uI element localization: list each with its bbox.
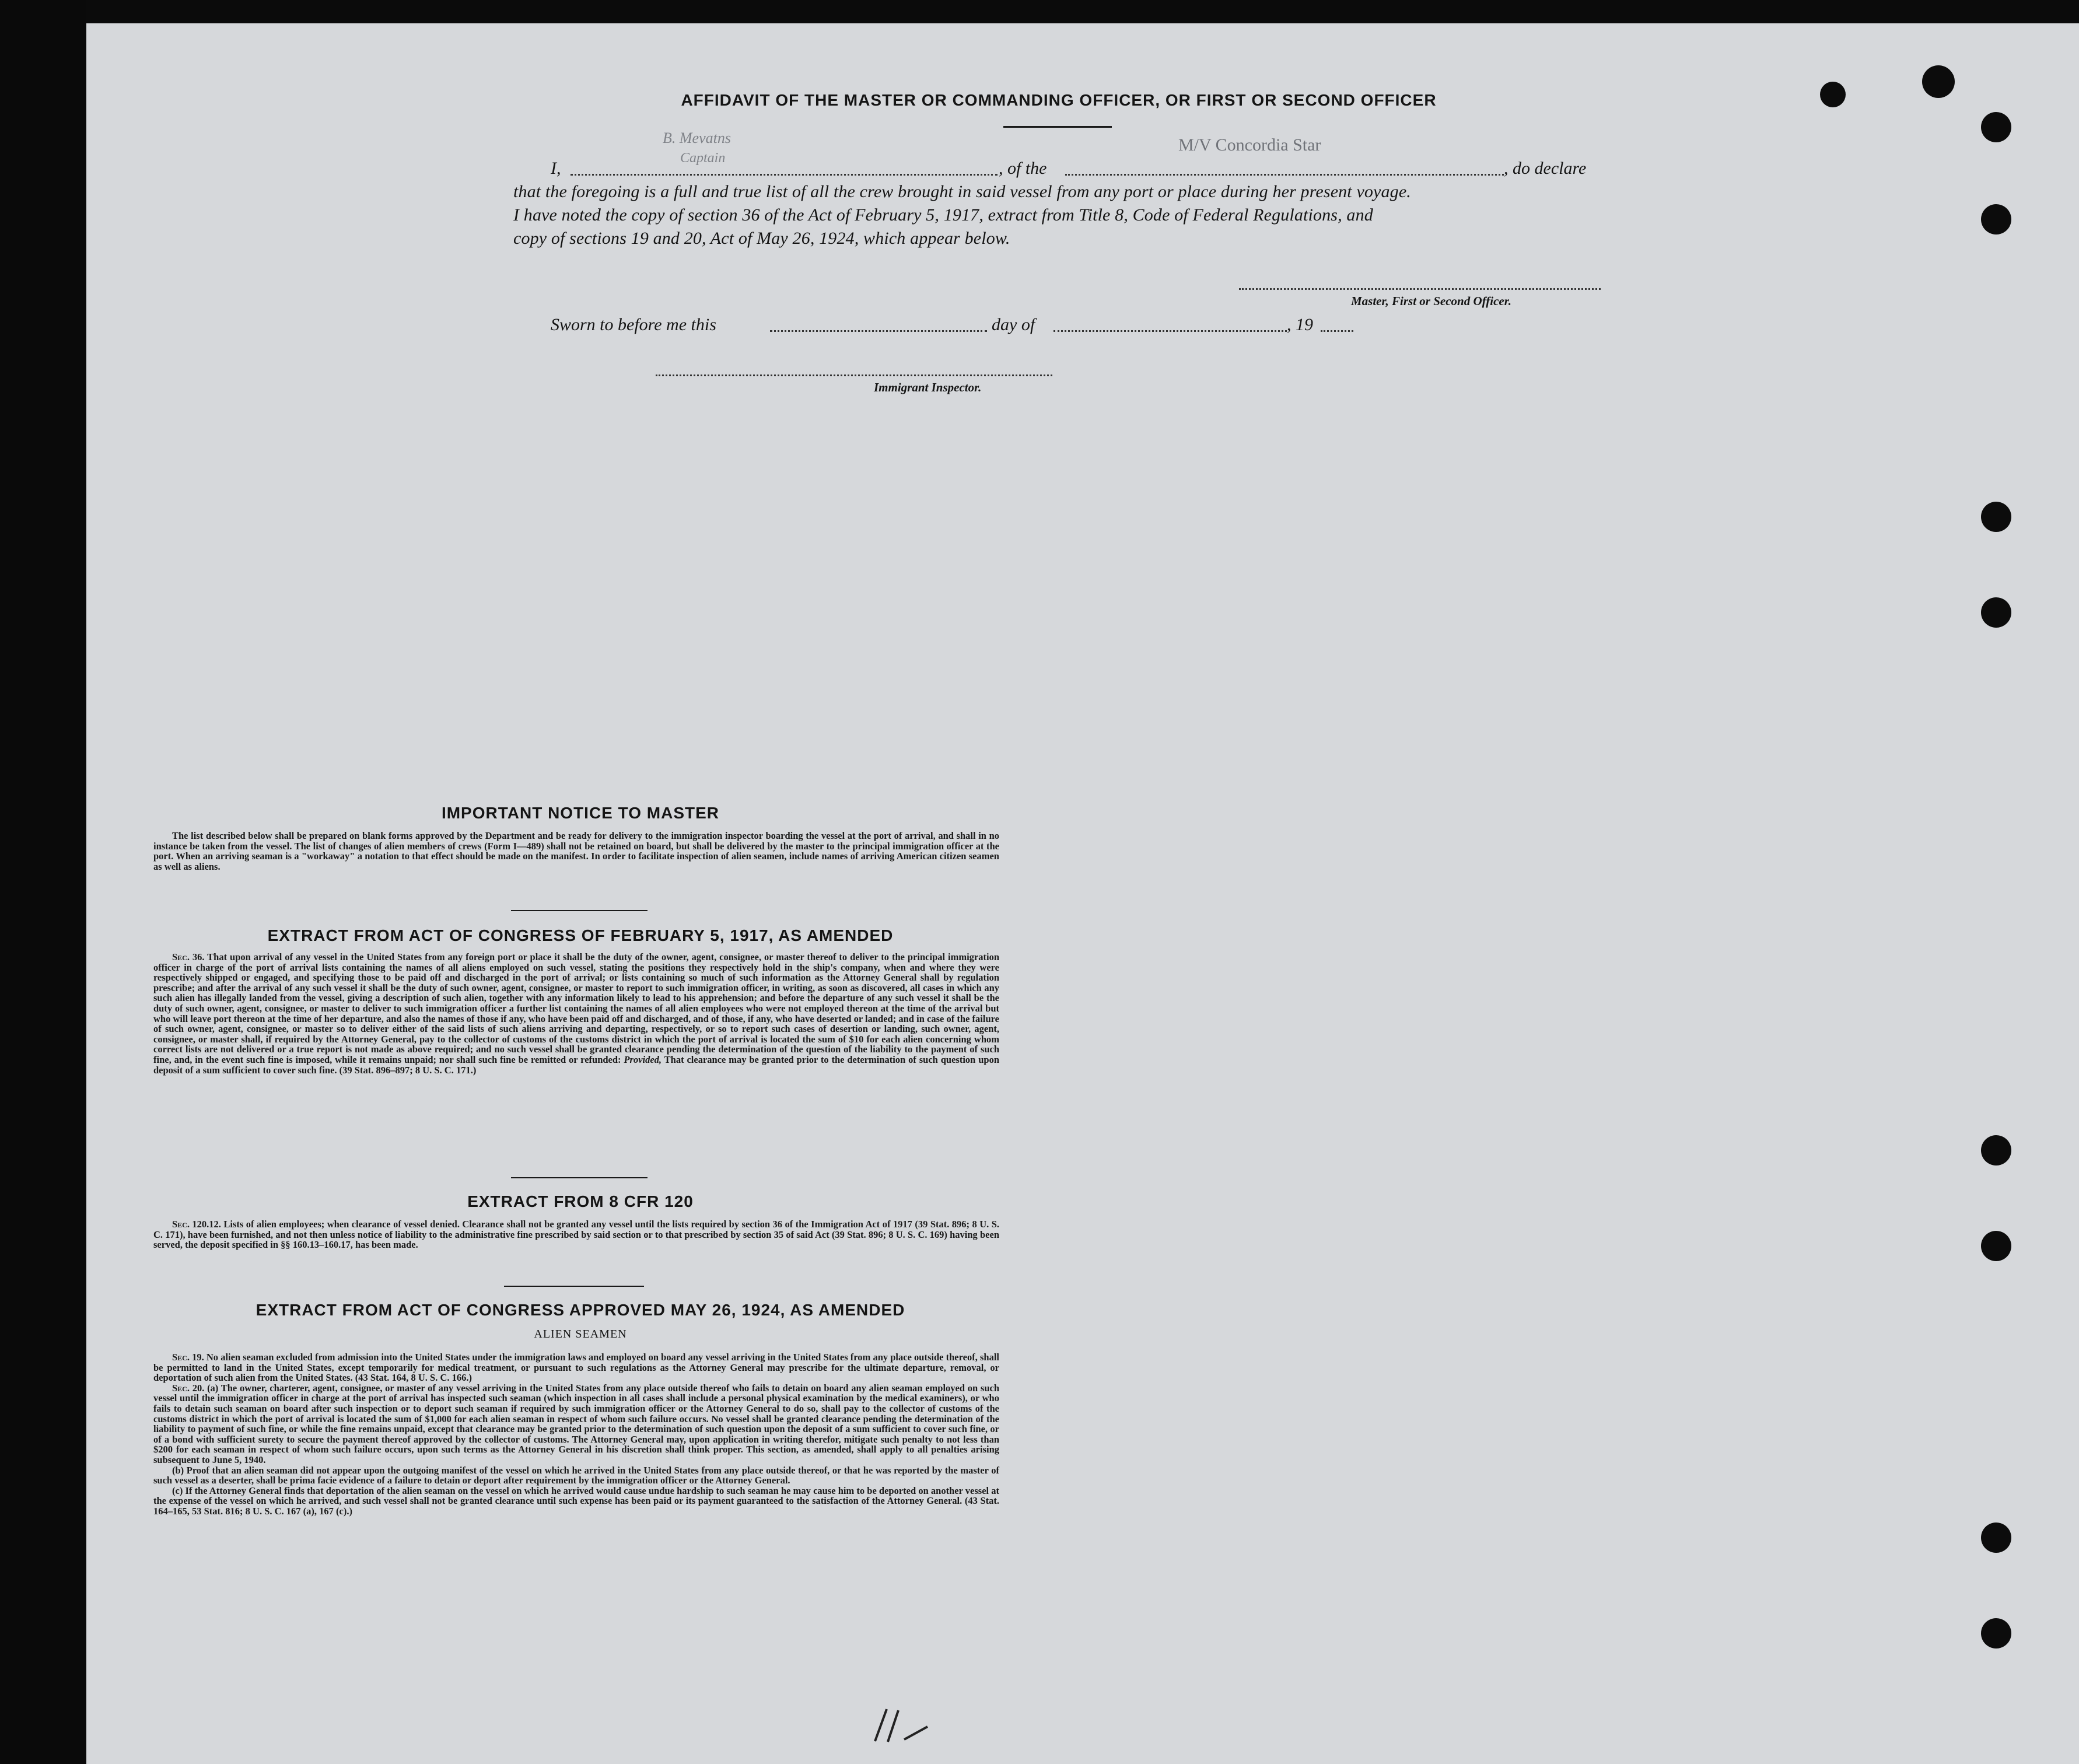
sec-20-label: Sec. 20. bbox=[172, 1382, 205, 1394]
affidavit-line-2: that the foregoing is a full and true list of all the crew brought in said vessel from any port or place during her present voyage. bbox=[513, 182, 1411, 201]
punch-hole bbox=[1981, 204, 2011, 235]
extract-cfr-heading: EXTRACT FROM 8 CFR 120 bbox=[467, 1192, 694, 1210]
notice-paragraph: The list described below shall be prepared on blank forms approved by the Department and be ready for delivery to the immigration inspector boarding the vessel at the port of arrival, and shall in no instance be taken from the vessel. The list of changes of alien members of crews (Form I—489) shall not be retained on board, but shall be delivered by the master to the principal immigration officer at the port. When an arriving seaman is a "workaway" a notation to that effect should be made on the manifest. In order to facilitate inspection of alien seamen, include names of arriving American citizen seamen as well as aliens. bbox=[153, 830, 999, 872]
punch-hole bbox=[1820, 82, 1846, 107]
punch-hole bbox=[1922, 65, 1955, 98]
day-of-label: day of bbox=[992, 315, 1035, 334]
year-label: , 19 bbox=[1287, 315, 1313, 334]
affidavit-title: AFFIDAVIT OF THE MASTER OR COMMANDING OFFICER, OR FIRST OR SECOND OFFICER bbox=[681, 91, 1437, 109]
section-rule bbox=[511, 1177, 648, 1178]
section-rule bbox=[504, 1286, 644, 1287]
sec-20a-text: (a) The owner, charterer, agent, consignee, or master of any vessel arriving in the United States from any place outside thereof who fails to detain on board any alien seaman employed on such vessel until the immigration officer in charge at the port of arrival has inspected such seaman (which inspection in all cases shall include a personal physical examination by the medical examiners), or who fails to detain such seaman on board after such inspection or to deport such seaman if required by such immigration officer or the Attorney General to do so, shall pay to the collector of customs of the customs district in which the port of arrival is located the sum of $1,000 for each alien seaman in respect of whom such failure occurs. No vessel shall be granted clearance pending the determination of the liability to payment of such fine, or while the fine remains unpaid, except that clearance may be granted prior to the determination of such question upon the deposit of a sum sufficient to cover such fine, or of a bond with sufficient surety to secure the payment thereof approved by the collector of customs. The Attorney General may, upon application in writing therefor, mitigate such penalty to not less than $200 for each seaman in respect of whom such failure occurs, upon such terms as the Attorney General in his discretion shall think proper. This section, as amended, shall apply to all penalties arising subsequent to June 5, 1940. bbox=[153, 1382, 1000, 1465]
punch-hole bbox=[1981, 1231, 2011, 1261]
sec-20c-text: (c) If the Attorney General finds that deportation of the alien seaman on the vessel on which he arrived would cause undue hardship to such seaman he may cause him to be deported on another vessel at the expense of the vessel on which he arrived, and such vessel shall not be granted clearance until such expense has been paid or its payment guaranteed to the satisfaction of the Attorney General. (43 Stat. 164–165, 53 Stat. 816; 8 U. S. C. 167 (a), 167 (c).) bbox=[153, 1485, 999, 1517]
sec-120-12-text: Lists of alien employees; when clearance of vessel denied. Clearance shall not be granted any vessel until the lists required by section 36 of the Immigration Act of 1917 (39 Stat. 896; 8 U. S. C. 171), have been furnished, and not then unless notice of liability to the administrative fine prescribed by said section or to that prescribed by section 35 of said Act (39 Stat. 896; 8 U. S. C. 169) having been served, the deposit specified in §§ 160.13–160.17, has been made. bbox=[153, 1219, 1000, 1251]
inspector-signature-line bbox=[656, 374, 1052, 376]
punch-hole bbox=[1981, 1522, 2011, 1553]
title-rule bbox=[1003, 126, 1112, 128]
scan-border bbox=[0, 0, 86, 1764]
extract-1924-body bbox=[153, 1352, 999, 1517]
sec-19-label: Sec. 19. bbox=[172, 1352, 204, 1363]
alien-seamen-subheading: ALIEN SEAMEN bbox=[534, 1328, 627, 1340]
extract-1917-body bbox=[153, 952, 999, 1075]
affidavit-of-the-label: , of the bbox=[999, 159, 1047, 178]
notice-heading: IMPORTANT NOTICE TO MASTER bbox=[441, 804, 720, 822]
affidavit-declare-label: , do declare bbox=[1504, 159, 1587, 178]
sec-36-label: Sec. 36. bbox=[172, 951, 205, 963]
section-rule bbox=[511, 910, 648, 911]
sworn-year-blank bbox=[1321, 330, 1353, 332]
punch-hole bbox=[1981, 1618, 2011, 1648]
handwritten-mark bbox=[863, 1703, 933, 1744]
affidavit-i-label: I, bbox=[551, 159, 561, 178]
affidavit-line-4: copy of sections 19 and 20, Act of May 26, 1924, which appear below. bbox=[513, 229, 1010, 248]
stamp-master-rank: Captain bbox=[680, 150, 726, 166]
punch-hole bbox=[1981, 502, 2011, 532]
sec-19-text: No alien seaman excluded from admission into the United States under the immigration laws and employed on board any vessel arriving in the United States from any place outside thereof, shall be permitted to land in the United States, except temporarily for medical treatment, or pursuant to such regulations as the Attorney General may prescribe for the ultimate departure, removal, or deportation of such alien from the United States. (43 Stat. 164, 8 U. S. C. 166.) bbox=[153, 1352, 999, 1384]
vessel-name-blank bbox=[1065, 174, 1504, 176]
extract-1924-heading: EXTRACT FROM ACT OF CONGRESS APPROVED MAY 26, 1924, AS AMENDED bbox=[256, 1301, 905, 1319]
sworn-label: Sworn to before me this bbox=[551, 315, 716, 334]
master-signature-caption: Master, First or Second Officer. bbox=[1351, 294, 1511, 308]
sec-120-12-label: Sec. 120.12. bbox=[172, 1219, 221, 1230]
provided-label: Provided, bbox=[624, 1054, 662, 1065]
punch-hole bbox=[1981, 112, 2011, 142]
notice-body bbox=[153, 831, 999, 872]
stamp-vessel-name: M/V Concordia Star bbox=[1178, 135, 1321, 155]
sworn-month-blank bbox=[1054, 330, 1287, 332]
punch-hole bbox=[1981, 597, 2011, 628]
extract-1917-heading: EXTRACT FROM ACT OF CONGRESS OF FEBRUARY 5, 1917, AS AMENDED bbox=[267, 926, 894, 944]
sworn-day-blank bbox=[770, 330, 987, 332]
punch-hole bbox=[1981, 1135, 2011, 1166]
extract-cfr-body bbox=[153, 1219, 999, 1250]
sec-36-text: That upon arrival of any vessel in the United States from any foreign port or place it shall be the duty of the owner, agent, consignee, or master thereof to deliver to the principal immigration officer in charge of the port of arrival lists containing the names of all aliens employed on such vessel, stating the positions they respectively hold in the ship's company, when and where they were respectively shipped or engaged, and specifying those to be paid off and discharged in the port of arrival; or lists containing so much of such information as the Attorney General shall by regulation prescribe; and after the arrival of any such vessel it shall be the duty of such owner, agent, consignee, or master to report to such immigration officer, in writing, as soon as discovered, all cases in which any such alien has illegally landed from the vessel, giving a description of such alien, together with any information likely to lead to his apprehension; and before the departure of any such vessel it shall be the duty of such owner, agent, consignee, or master to deliver to such immigration officer a further list containing the names of all alien employees who were not employed thereon at the time of the arrival but who will leave port thereon at the time of her departure, and also the names of those if any, who have been paid off and discharged, and of those, if any, who have deserted or landed; and in case of the failure of such owner, agent, consignee, or master so to deliver either of the said lists of such aliens arriving and departing, respectively, or so to report such cases of desertion or landing, such owner, agent, consignee, or master shall, if required by the Attorney General, pay to the collector of customs of the customs district in which the port of arrival is located the sum of $10 for each alien concerning whom correct lists are not delivered or a true report is not made as above required; and no such vessel shall be granted clearance pending the determination of the question of the liability to the payment of such fine, and, in the event such fine is imposed, while it remains unpaid; nor shall such fine be remitted or refunded: bbox=[153, 951, 999, 1065]
stamp-master-name: B. Mevatns bbox=[663, 130, 731, 146]
affidavit-line-3: I have noted the copy of section 36 of the Act of February 5, 1917, extract from Title 8, Code of Federal Regulations, and bbox=[513, 205, 1373, 225]
inspector-signature-caption: Immigrant Inspector. bbox=[874, 380, 982, 394]
master-name-blank bbox=[570, 174, 998, 176]
sec-36-text-end: That clearance may be granted prior to the determination of such question upon deposit of a sum sufficient to cover such fine. (39 Stat. 896–897; 8 U. S. C. 171.) bbox=[153, 1054, 1000, 1076]
master-signature-line bbox=[1239, 288, 1601, 290]
sec-20b-text: (b) Proof that an alien seaman did not appear upon the outgoing manifest of the vessel on which he arrived in the United States from any place outside thereof, or that he was reported by the master of such vessel as a deserter, shall be prima facie evidence of a failure to detain or deport after requirement by the immigration officer or the Attorney General. bbox=[153, 1464, 999, 1486]
